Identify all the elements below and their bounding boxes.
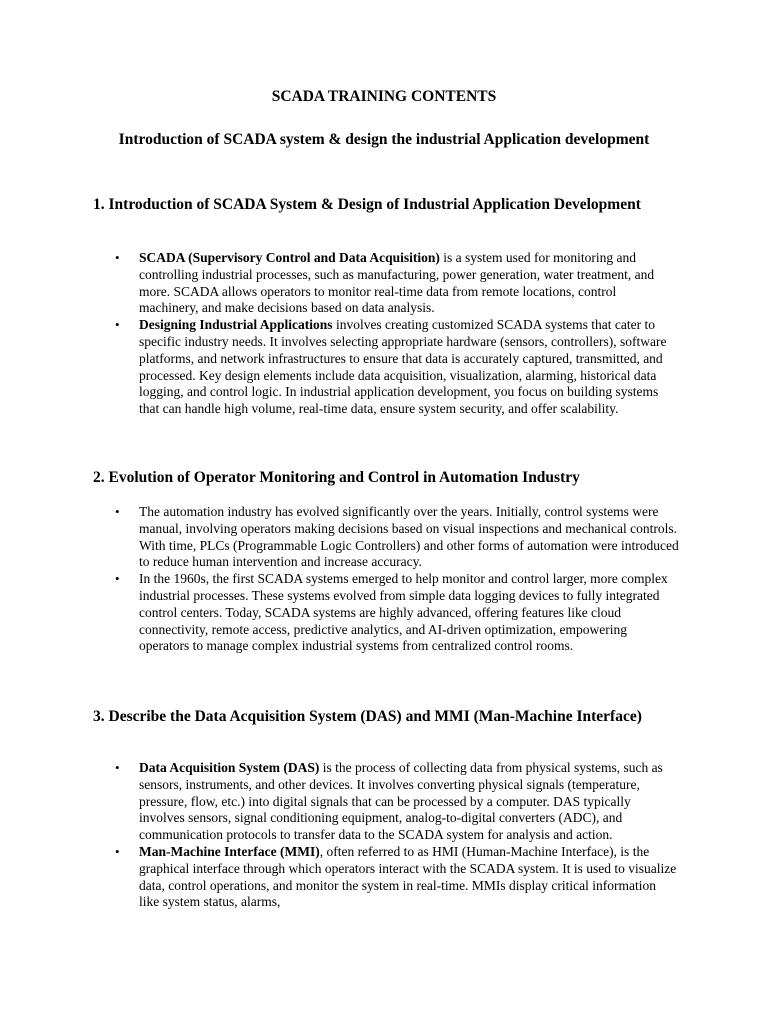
bullet-body: is a system used for monitoring and controlling industrial processes, such as manufacturing, power generation, water treatment, and more. SCADA allows operators to monitor real-time data from remote locations, control machinery, and make decisions based on data analysis. bbox=[139, 250, 655, 316]
document-title: SCADA TRAINING CONTENTS bbox=[271, 88, 497, 105]
bullet-icon: • bbox=[115, 760, 120, 775]
section-3-list bbox=[0, 760, 679, 911]
list-item bbox=[0, 317, 679, 418]
list-item bbox=[0, 250, 679, 317]
bullet-icon: • bbox=[115, 843, 120, 859]
bullet-text bbox=[139, 844, 679, 911]
bullet-body: is the process of collecting data from physical systems, such as sensors, instruments, and other devices. It involves converting physical signals (temperature, pressure, flow, etc.) into digital signals that can be processed by a computer. DAS typically involves sensors, signal conditioning equipment, analog-to-digital converters (ADC), and communication protocols to transfer data to the SCADA system for analysis and action. bbox=[139, 760, 663, 843]
bullet-icon: • bbox=[115, 571, 120, 587]
list-item bbox=[0, 844, 679, 911]
bullet-body: , often referred to as HMI (Human-Machine Interface), is the graphical interface through which operators interact with the SCADA system. It is used to visualize data, control operations, and monitor the system in real-time. MMIs display critical information like system status, alarms, bbox=[139, 843, 677, 910]
bullet-icon: • bbox=[115, 250, 120, 265]
bullet-term: Data Acquisition System (DAS) bbox=[139, 760, 320, 775]
section-1-heading: 1. Introduction of SCADA System & Design of Industrial Application Development bbox=[93, 196, 641, 213]
bullet-icon: • bbox=[115, 317, 120, 333]
bullet-text bbox=[139, 250, 679, 317]
bullet-body: In the 1960s, the first SCADA systems emerged to help monitor and control larger, more complex industrial processes. These systems evolved from simple data logging devices to fully integrated control centers. Today, SCADA systems are highly advanced, offering features like cloud connectivity, remote access, predictive analytics, and AI-driven optimization, empowering operators to manage complex industrial systems from centralized control rooms. bbox=[139, 571, 668, 654]
bullet-text bbox=[139, 760, 679, 844]
section-3-heading: 3. Describe the Data Acquisition System (DAS) and MMI (Man-Machine Interface) bbox=[93, 708, 642, 725]
bullet-body: involves creating customized SCADA systems that cater to specific industry needs. It involves selecting appropriate hardware (sensors, controllers), software platforms, and network infrastructures to ensure that data is accurately captured, transmitted, and processed. Key design elements include data acquisition, visualization, alarming, historical data logging, and control logic. In industrial application development, you focus on building systems that can handle high volume, real-time data, ensure system security, and offer scalability. bbox=[139, 317, 667, 417]
bullet-term: Designing Industrial Applications bbox=[139, 317, 333, 333]
bullet-text bbox=[139, 571, 679, 655]
section-2-list bbox=[0, 504, 679, 655]
bullet-body: The automation industry has evolved significantly over the years. Initially, control systems were manual, involving operators making decisions based on visual inspections and mechanical controls. With time, PLCs (Programmable Logic Controllers) and other forms of automation were introduced to reduce human intervention and increase accuracy. bbox=[139, 504, 679, 570]
document-subtitle: Introduction of SCADA system & design the industrial Application development bbox=[118, 131, 650, 148]
section-2-heading: 2. Evolution of Operator Monitoring and Control in Automation Industry bbox=[93, 469, 580, 486]
bullet-text bbox=[139, 504, 679, 571]
list-item bbox=[0, 504, 679, 571]
bullet-term: SCADA (Supervisory Control and Data Acquisition) bbox=[139, 250, 440, 265]
section-1-list bbox=[0, 250, 679, 418]
bullet-text bbox=[139, 317, 679, 418]
bullet-icon: • bbox=[115, 504, 120, 519]
bullet-term: Man-Machine Interface (MMI) bbox=[139, 843, 320, 859]
list-item bbox=[0, 571, 679, 655]
list-item bbox=[0, 760, 679, 844]
